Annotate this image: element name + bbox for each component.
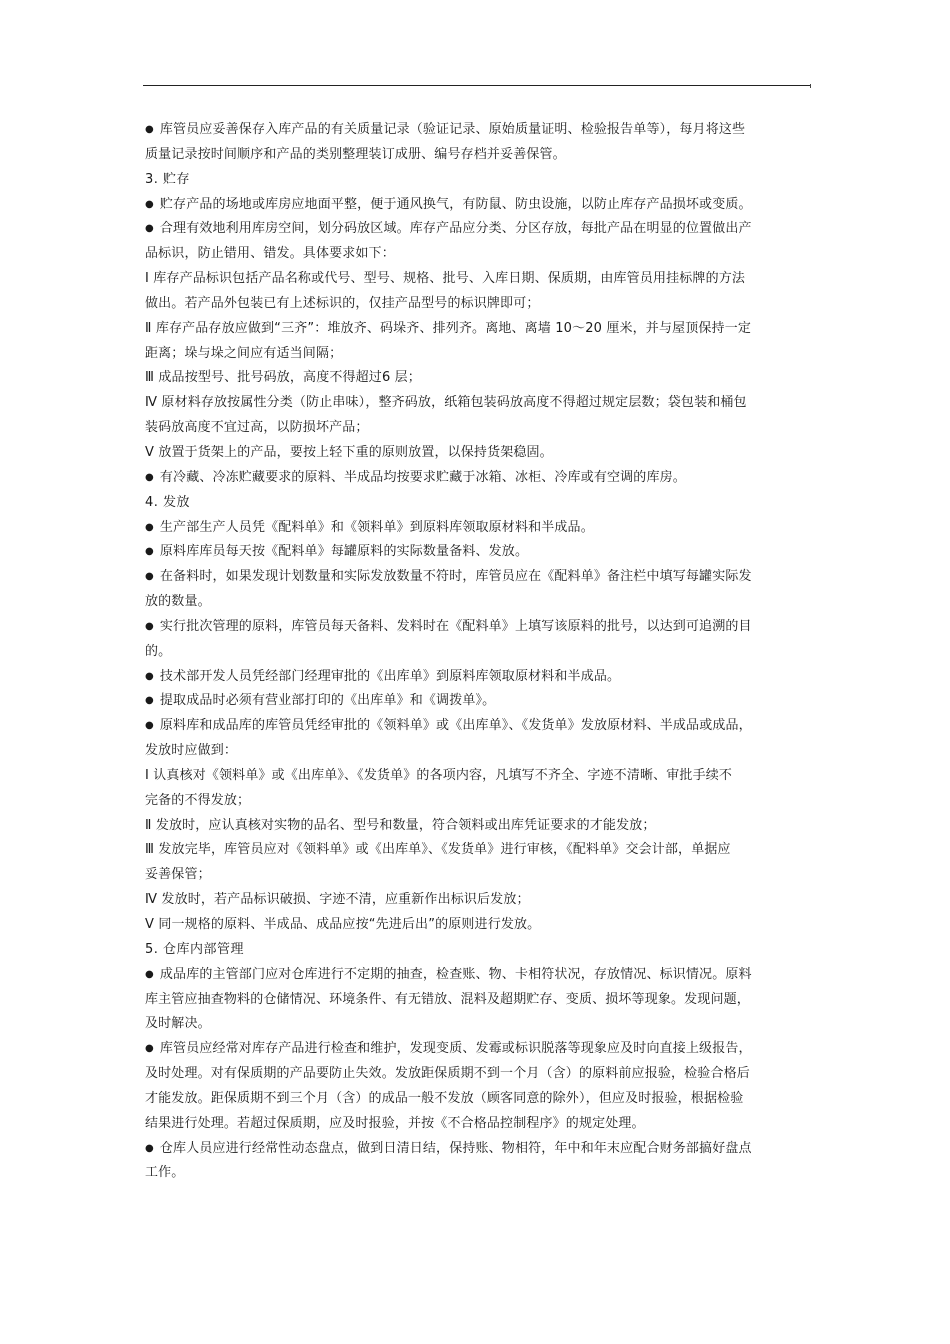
document-body (145, 118, 813, 1186)
text-line: 库主管应抽查物料的仓储情况、环境条件、有无错放、混料及超期贮存、变质、损坏等现象。发现问题， (145, 991, 750, 1007)
text-line: Ⅰ 库存产品标识包括产品名称或代号、型号、规格、批号、入库日期、保质期，由库管员用挂标牌的方法 (145, 271, 746, 287)
text-line: 装码放高度不宜过高，以防损坏产品； (145, 420, 369, 436)
bullet-line: ● 实行批次管理的原料，库管员每天备料、发料时在《配料单》上填写该原料的批号，以达到可追溯的目 (145, 615, 813, 640)
text-line: 距离；垛与垛之间应有适当间隔； (145, 345, 343, 361)
text-line: 结果进行处理。若超过保质期，应及时报验，并按《不合格品控制程序》的规定处理。 (145, 1115, 645, 1131)
text-line: Ⅴ 同一规格的原料、半成品、成品应按“先进后出”的原则进行发放。 (145, 917, 541, 932)
section-heading: 4. 发放 (145, 494, 191, 510)
text-line: Ⅱ 发放时，应认真核对实物的品名、型号和数量，符合领料或出库凭证要求的才能发放； (145, 817, 656, 833)
bullet-line: ● 库管员应经常对库存产品进行检查和维护，发现变质、发霉或标识脱落等现象应及时向直接上级报告， (145, 1037, 813, 1062)
text-line: Ⅲ 发放完毕，库管员应对《领料单》或《出库单》、《发货单》进行审核，《配料单》交会计部，单据应 (145, 842, 731, 858)
text-line: Ⅳ 发放时，若产品标识破损、字迹不清，应重新作出标识后发放； (145, 892, 530, 908)
bullet-line: ● 提取成品时必须有营业部打印的《出库单》和《调拨单》。 (145, 689, 813, 714)
text-line: 放的数量。 (145, 594, 211, 610)
text-line: 完备的不得发放； (145, 792, 251, 808)
text-line: 质量记录按时间顺序和产品的类别整理装订成册、编号存档并妥善保管。 (145, 146, 566, 162)
bullet-line: ● 生产部生产人员凭《配料单》和《领料单》到原料库领取原材料和半成品。 (145, 516, 813, 541)
bullet-line: ● 库管员应妥善保存入库产品的有关质量记录（验证记录、原始质量证明、检验报告单等），每月将这些 (145, 118, 813, 143)
bullet-line: ● 原料库和成品库的库管员凭经审批的《领料单》或《出库单》、《发货单》发放原材料、半成品或成品， (145, 714, 813, 739)
text-line: 做出。若产品外包装已有上述标识的，仅挂产品型号的标识牌即可； (145, 295, 540, 311)
text-line: Ⅳ 原材料存放按属性分类（防止串味），整齐码放，纸箱包装码放高度不得超过规定层数；袋包装和桶包 (145, 395, 747, 411)
bullet-line: ● 成品库的主管部门应对仓库进行不定期的抽查，检查账、物、卡相符状况，存放情况、标识情况。原料 (145, 963, 813, 988)
text-line: 品标识，防止错用、错发。具体要求如下： (145, 246, 395, 262)
bullet-line: ● 技术部开发人员凭经部门经理审批的《出库单》到原料库领取原材料和半成品。 (145, 665, 813, 690)
text-line: 妥善保管； (145, 867, 211, 883)
text-line: 才能发放。距保质期不到三个月（含）的成品一般不发放（顾客同意的除外），但应及时报验，根据检验 (145, 1090, 744, 1106)
bullet-line: ● 有冷藏、冷冻贮藏要求的原料、半成品均按要求贮藏于冰箱、冰柜、冷库或有空调的库房。 (145, 466, 813, 491)
text-line: Ⅰ 认真核对《领料单》或《出库单》、《发货单》的各项内容，凡填写不齐全、字迹不清晰、审批手续不 (145, 767, 733, 783)
bullet-line: ● 合理有效地利用库房空间，划分码放区域。库存产品应分类、分区存放，每批产品在明显的位置做出产 (145, 217, 813, 242)
bullet-line: ● 贮存产品的场地或库房应地面平整，便于通风换气，有防鼠、防虫设施，以防止库存产品损坏或变质。 (145, 193, 813, 218)
text-line: 的。 (145, 643, 172, 659)
text-line: 发放时应做到： (145, 743, 238, 759)
text-line: Ⅴ 放置于货架上的产品，要按上轻下重的原则放置，以保持货架稳固。 (145, 444, 553, 460)
text-line: 及时解决。 (145, 1016, 211, 1032)
text-line: 及时处理。对有保质期的产品要防止失效。发放距保质期不到一个月（含）的原料前应报验，检验合格后 (145, 1066, 750, 1082)
bullet-line: ● 在备料时，如果发现计划数量和实际发放数量不符时，库管员应在《配料单》备注栏中填写每罐实际发 (145, 565, 813, 590)
text-line: Ⅲ 成品按型号、批号码放，高度不得超过6 层； (145, 370, 421, 386)
text-line: 工作。 (145, 1165, 185, 1181)
text-line: Ⅱ 库存产品存放应做到“三齐”：堆放齐、码垛齐、排列齐。离地、离墙 10～20 厘米，并与屋顶保持一定 (145, 320, 751, 336)
section-heading: 5. 仓库内部管理 (145, 941, 245, 957)
page-header-rule (143, 85, 810, 86)
section-heading: 3. 贮存 (145, 171, 191, 187)
bullet-line: ● 仓库人员应进行经常性动态盘点，做到日清日结，保持账、物相符，年中和年末应配合财务部搞好盘点 (145, 1137, 813, 1162)
bullet-line: ● 原料库库员每天按《配料单》每罐原料的实际数量备料、发放。 (145, 540, 813, 565)
page-header-rule-tick (810, 84, 811, 88)
